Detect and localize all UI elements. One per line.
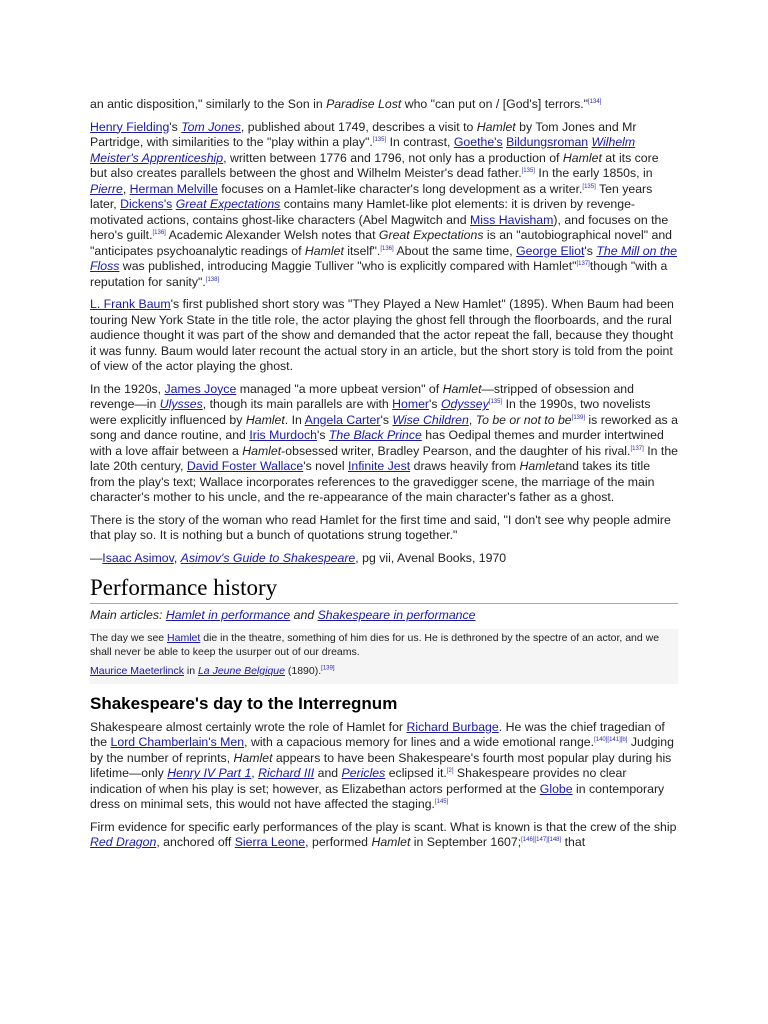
link-miss-havisham[interactable]: Miss Havisham [470, 212, 554, 227]
italic-hamlet: Hamlet [242, 443, 282, 458]
link-herman-melville[interactable]: Herman Melville [129, 181, 218, 196]
text: 's first published short story was "They Played a New Hamlet" (1895). When Baum had been touring New York State in the title role, the actor playing the ghost fell through the floorboards, and the rural audience thought it was part of the show and demanded that the actor repeat the fall, because they thought it was funny. Baum would later recount the actual story in an article, but the short story is told from the point of view of the actor playing the ghost. [90, 297, 674, 373]
text: , anchored off [156, 835, 235, 849]
quote-citation [90, 664, 678, 678]
italic-great-expectations: Great Expectations [378, 228, 484, 242]
text: In the 1920s, [90, 381, 165, 396]
link-pierre[interactable]: Pierre [90, 181, 123, 196]
link-wise-children[interactable]: Wise Children [392, 412, 469, 427]
link-the-black-prince[interactable]: The Black Prince [328, 428, 422, 442]
text: ), and focuses on the hero's guilt. [90, 212, 669, 242]
text: — [90, 550, 103, 565]
text: Shakespeare provides no clear indication of when his play is set; however, as Elizabethan actors performed at the [90, 766, 627, 796]
link-globe[interactable]: Globe [539, 781, 573, 796]
text: contains many Hamlet-like plot elements: it is driven by revenge-motivated actions, contains ghost-like characters (Abel Magwitch and [90, 197, 636, 227]
text: by Tom Jones and Mr Partridge, with similarities to the "play within a play". [90, 119, 637, 149]
link-hamlet-in-performance[interactable]: Hamlet in performance [165, 608, 291, 622]
link-homer[interactable]: Homer [392, 397, 430, 411]
link-pericles[interactable]: Pericles [341, 766, 386, 780]
text: appears to have been Shakespeare's fourth most popular play during his lifetime—only [90, 750, 672, 780]
italic-hamlet: Hamlet [233, 750, 273, 765]
section-heading-performance-history: Performance history [90, 574, 678, 604]
text: , with a capacious memory for lines and a wide emotional range. [244, 735, 595, 749]
italic-paradise-lost: Paradise Lost [326, 97, 402, 111]
text: Academic Alexander Welsh notes that [165, 228, 379, 242]
citation-139[interactable]: [139] [321, 665, 335, 671]
link-great-expectations[interactable]: Great Expectations [175, 197, 281, 211]
link-james-joyce[interactable]: James Joyce [164, 381, 237, 396]
paragraph-burbage [90, 720, 678, 813]
citation-137[interactable]: [137] [576, 260, 590, 267]
text: Shakespeare almost certainly wrote the role of Hamlet for [90, 719, 407, 734]
link-dickens[interactable]: Dickens's [120, 197, 173, 211]
link-richard-iii[interactable]: Richard III [258, 766, 315, 780]
link-hamlet[interactable]: Hamlet [167, 631, 201, 644]
citation-136[interactable]: [136] [380, 245, 394, 252]
text: and takes its title from the play's text; Wallace incorporates references to the gravedigger scene, the marriage of the main character's mother to his uncle, and the re-appearance of the main character's father as a ghost. [90, 459, 655, 504]
text: In contrast, [386, 135, 454, 149]
quote-text [90, 631, 678, 659]
hatnote-main-articles [90, 608, 678, 624]
text: 's [169, 119, 182, 134]
text: 's [584, 243, 597, 258]
link-henry-fielding[interactable]: Henry Fielding [90, 119, 170, 134]
citation-140-141-b[interactable]: [140][141][b] [594, 736, 628, 743]
paragraph-asimov-quote [90, 513, 678, 544]
text: 's [429, 397, 441, 411]
text: . He was the chief tragedian of the [90, 719, 665, 749]
text: —stripped of obsession and revenge—in [90, 381, 634, 411]
text: , written between 1776 and 1796, not only has a production of [223, 150, 563, 165]
text: in September 1607; [410, 835, 522, 849]
link-goethe[interactable]: Goethe's [453, 135, 503, 149]
citation-145[interactable]: [145] [434, 798, 449, 805]
link-richard-burbage[interactable]: Richard Burbage [406, 719, 499, 734]
paragraph-baum [90, 297, 678, 375]
text: managed "a more upbeat version" of [236, 381, 443, 396]
italic-hamlet: Hamlet [562, 150, 602, 165]
italic-hamlet: Hamlet [304, 243, 344, 258]
link-george-eliot[interactable]: George Eliot [516, 243, 585, 258]
link-red-dragon[interactable]: Red Dragon [90, 835, 157, 849]
text: at its core but also creates parallels between the ghost and Wilhelm Meister's dead father. [90, 150, 659, 180]
link-bildungsroman[interactable]: Bildungsroman [506, 135, 589, 149]
link-asimovs-guide[interactable]: Asimov's Guide to Shakespeare [180, 550, 356, 565]
text: About the same time, [393, 243, 517, 258]
link-ulysses[interactable]: Ulysses [159, 397, 203, 411]
citation-146-147-148[interactable]: [146][147][148] [521, 836, 562, 843]
citation-2[interactable]: [2] [446, 767, 454, 774]
text: has Oedipal themes and murder intertwined with a love affair between a [90, 428, 664, 458]
text: . In [284, 412, 305, 427]
citation-138[interactable]: [138] [205, 276, 220, 283]
paragraph-fielding [90, 120, 678, 291]
text: in [183, 664, 198, 677]
citation-135[interactable]: [135] [521, 167, 535, 174]
text: though "with a reputation for sanity". [90, 259, 668, 289]
paragraph-antic-disposition [90, 97, 678, 113]
text: Judging by the number of reprints, [90, 735, 674, 765]
link-l-frank-baum[interactable]: L. Frank Baum [90, 297, 171, 311]
citation-135[interactable]: [135] [582, 183, 596, 190]
link-iris-murdoch[interactable]: Iris Murdoch [249, 428, 317, 442]
text: In the 1990s, two novelists were explicitly influenced by [90, 397, 651, 427]
text: draws heavily from [410, 459, 520, 473]
text: and [314, 766, 342, 780]
link-maurice-maeterlinck[interactable]: Maurice Maeterlinck [90, 664, 184, 677]
text: 's [316, 428, 329, 442]
text: focuses on a Hamlet-like character's long development as a writer. [217, 181, 583, 196]
quote-box-maeterlinck [90, 629, 678, 684]
text: , [122, 181, 130, 196]
text: (1890). [284, 664, 322, 677]
link-shakespeare-in-performance[interactable]: Shakespeare in performance [317, 608, 476, 622]
text: 's [380, 412, 393, 427]
citation-134[interactable]: [134] [588, 98, 602, 105]
text: Firm evidence for specific early performances of the play is scant. What is known is that the crew of the ship [90, 819, 677, 834]
link-tom-jones[interactable]: Tom Jones [181, 119, 241, 134]
link-mill-on-the-floss[interactable]: The Mill on the Floss [90, 243, 677, 273]
citation-137[interactable]: [137] [630, 445, 644, 452]
text: Ten years later, [90, 181, 653, 211]
text: , pg vii, Avenal Books, 1970 [355, 550, 507, 565]
link-henry-iv-part-1[interactable]: Henry IV Part 1 [167, 766, 252, 780]
link-isaac-asimov[interactable]: Isaac Asimov [102, 550, 174, 565]
link-infinite-jest[interactable]: Infinite Jest [347, 459, 411, 473]
text: In the late 20th century, [90, 443, 679, 473]
text: is an "autobiographical novel" and "anticipates psychoanalytic readings of [90, 228, 673, 258]
text: who "can put on / [God's] terrors." [401, 97, 589, 111]
link-wilhelm-meister[interactable]: Wilhelm Meister's Apprenticeship [90, 135, 636, 165]
citation-135[interactable]: [135] [372, 136, 387, 143]
text: an antic disposition," similarly to the Son in [90, 97, 327, 111]
italic-hamlet: Hamlet [476, 119, 516, 134]
citation-136[interactable]: [136] [152, 229, 166, 236]
text: , [173, 550, 181, 565]
subsection-heading-interregnum: Shakespeare's day to the Interregnum [90, 693, 398, 713]
link-david-foster-wallace[interactable]: David Foster Wallace [186, 459, 304, 473]
link-la-jeune-belgique[interactable]: La Jeune Belgique [197, 664, 285, 677]
text: , though its main parallels are with [202, 397, 393, 411]
text: , published about 1749, describes a visit to [240, 119, 477, 134]
text: die in the theatre, something of him dies for us. He is dethroned by the spectre of an actor, and we shall never be able to keep the usurper out of our dreams. [90, 631, 660, 658]
text: 's novel [303, 459, 348, 473]
text: There is the story of the woman who read Hamlet for the first time and said, "I don't see why people admire that play so. It is nothing but a bunch of quotations strung together." [90, 512, 671, 542]
text: -obsessed writer, Bradley Pearson, and the daughter of his rival. [281, 443, 631, 458]
text: is reworked as a song and dance routine, and [90, 412, 678, 442]
italic-hamlet: Hamlet [245, 412, 285, 427]
text: eclipsed it. [385, 766, 447, 780]
italic-to-be-or-not-to-be: To be or not to be [475, 412, 572, 427]
text: that [561, 835, 586, 849]
link-odyssey[interactable]: Odyssey [440, 397, 489, 411]
italic-hamlet: Hamlet [519, 459, 559, 473]
article-content [90, 97, 678, 858]
text: , [251, 766, 259, 780]
citation-139[interactable]: [139] [571, 414, 586, 421]
link-sierra-leone[interactable]: Sierra Leone [234, 835, 306, 849]
text: in contemporary dress on minimal sets, this would not have affected the staging. [90, 781, 665, 811]
italic-hamlet: Hamlet [371, 835, 411, 849]
italic-hamlet: Hamlet [442, 381, 482, 396]
text: , performed [305, 835, 372, 849]
paragraph-asimov-attribution [90, 551, 678, 567]
text: , [468, 412, 476, 427]
link-lord-chamberlains-men[interactable]: Lord Chamberlain's Men [110, 735, 245, 749]
text: Main articles: [90, 608, 166, 622]
text: and [290, 608, 318, 622]
text: itself". [343, 243, 381, 258]
text: was published, introducing Maggie Tulliver "who is explicitly compared with Hamlet" [119, 259, 577, 273]
paragraph-joyce [90, 382, 678, 506]
text: In the early 1850s, in [534, 166, 653, 180]
link-angela-carter[interactable]: Angela Carter [304, 412, 381, 427]
text: The day we see [90, 631, 168, 644]
citation-135[interactable]: [135] [488, 398, 503, 405]
paragraph-early-performances [90, 820, 678, 851]
